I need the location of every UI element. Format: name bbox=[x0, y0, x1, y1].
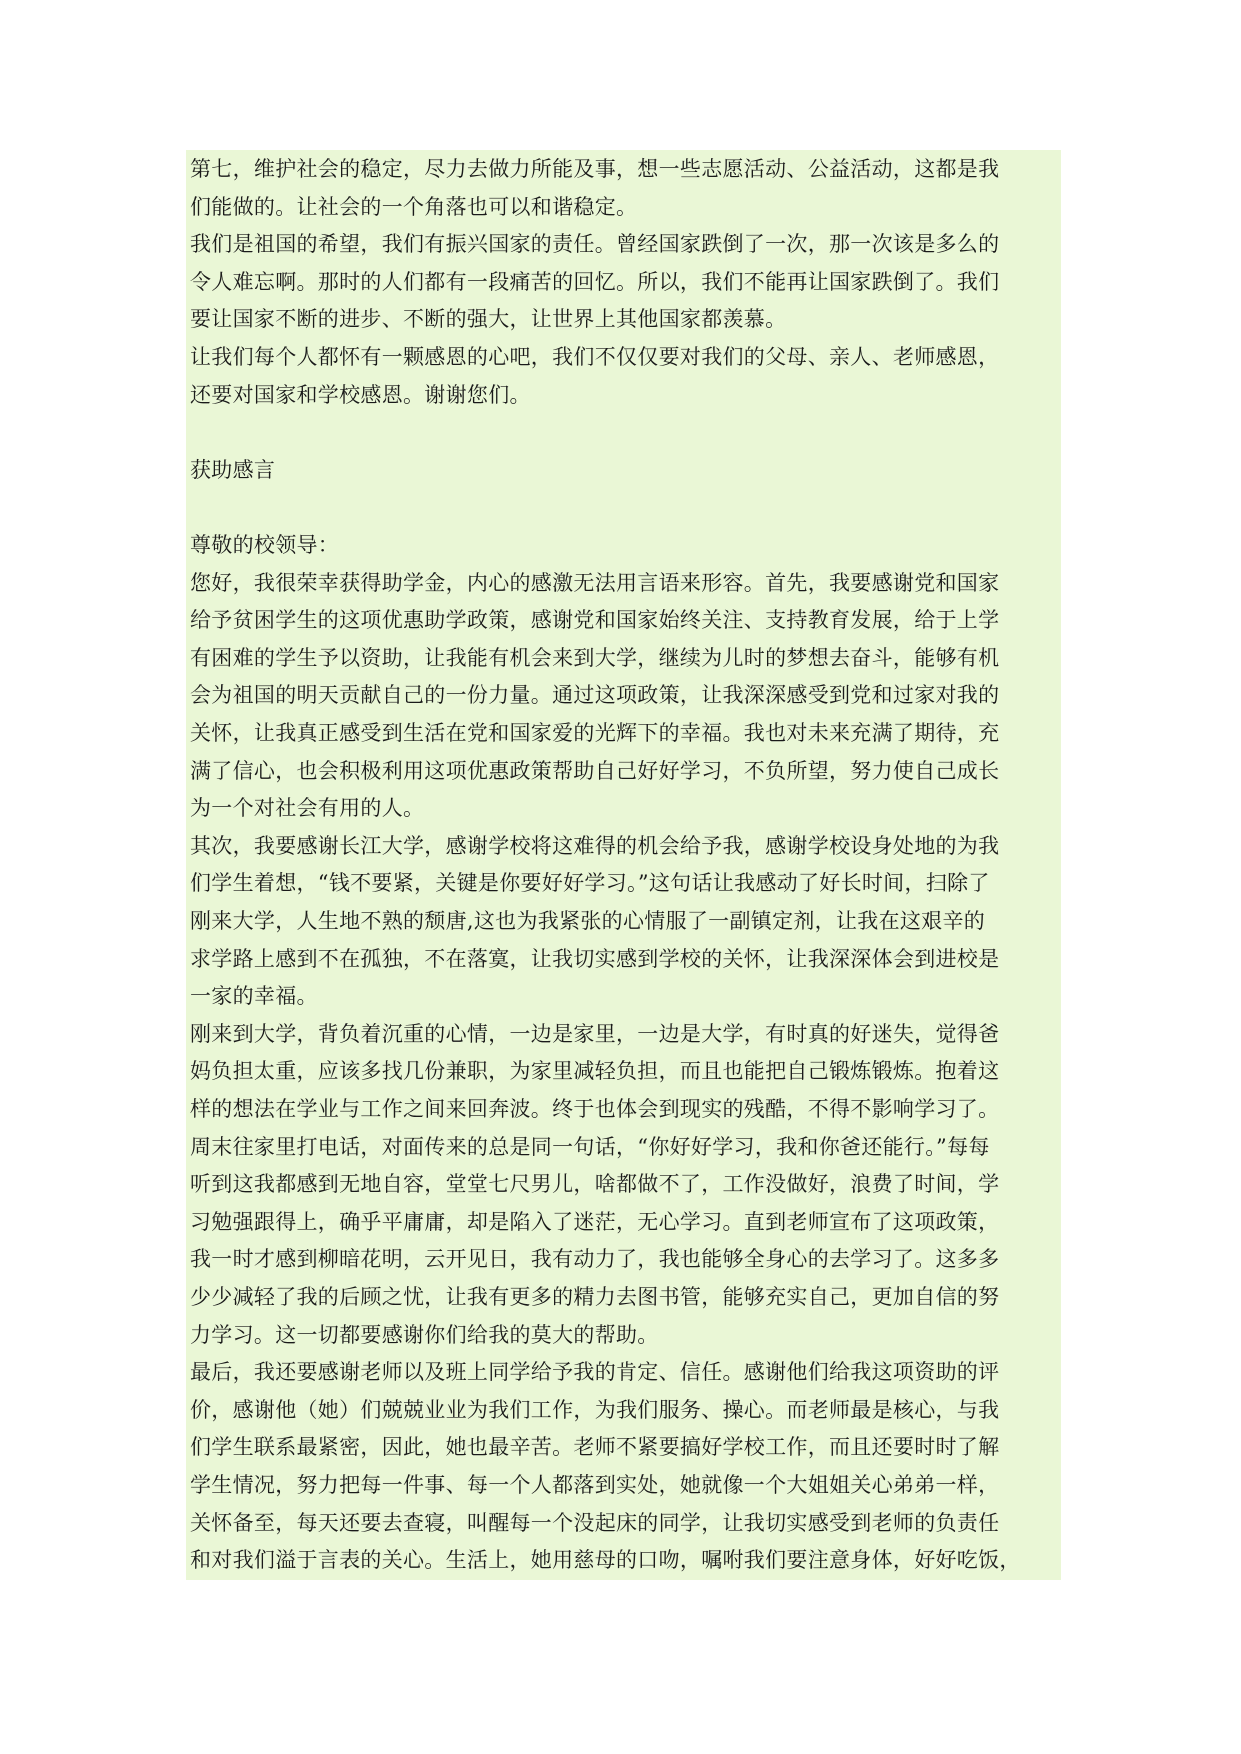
text-line: 为一个对社会有用的人。 bbox=[190, 796, 425, 821]
text-line: 学生情况，努力把每一件事、每一个人都落到实处，她就像一个大姐姐关心弟弟一样， bbox=[190, 1473, 1000, 1497]
text-line: 第七，维护社会的稳定，尽力去做力所能及事，想一些志愿活动、公益活动，这都是我 bbox=[190, 157, 1000, 181]
document-page bbox=[186, 150, 1061, 1580]
text-line: 要让国家不断的进步、不断的强大，让世界上其他国家都羡慕。 bbox=[190, 307, 787, 332]
text-line: 最后，我还要感谢老师以及班上同学给予我的肯定、信任。感谢他们给我这项资助的评 bbox=[190, 1360, 1000, 1385]
text-line: 样的想法在学业与工作之间来回奔波。终于也体会到现实的残酷，不得不影响学习了。 bbox=[190, 1097, 1000, 1121]
text-line: 少少减轻了我的后顾之忧，让我有更多的精力去图书管，能够充实自己，更加自信的努 bbox=[190, 1285, 1000, 1309]
text-line: 关怀，让我真正感受到生活在党和国家爱的光辉下的幸福。我也对未来充满了期待，充 bbox=[190, 721, 1000, 745]
text-line: 我一时才感到柳暗花明，云开见日，我有动力了，我也能够全身心的去学习了。这多多 bbox=[190, 1247, 1000, 1272]
text-line: 还要对国家和学校感恩。谢谢您们。 bbox=[190, 382, 531, 407]
text-line: 们学生联系最紧密，因此，她也最辛苦。老师不紧要搞好学校工作，而且还要时时了解 bbox=[190, 1435, 1000, 1460]
text-line: 有困难的学生予以资助，让我能有机会来到大学，继续为儿时的梦想去奋斗，能够有机 bbox=[190, 645, 1000, 670]
text-line: 习勉强跟得上，确乎平庸庸，却是陷入了迷茫，无心学习。直到老师宣布了这项政策， bbox=[190, 1209, 1000, 1234]
text-line: 周末往家里打电话，对面传来的总是同一句话，“你好好学习，我和你爸还能行。”每每 bbox=[190, 1134, 990, 1159]
text-line: 求学路上感到不在孤独，不在落寞，让我切实感到学校的关怀，让我深深体会到进校是 bbox=[190, 946, 1000, 971]
text-line: 您好，我很荣幸获得助学金，内心的感激无法用言语来形容。首先，我要感谢党和国家 bbox=[190, 570, 1000, 595]
text-line: 我们是祖国的希望，我们有振兴国家的责任。曾经国家跌倒了一次，那一次该是多么的 bbox=[190, 232, 1000, 257]
text-line: 力学习。这一切都要感谢你们给我的莫大的帮助。 bbox=[190, 1322, 659, 1347]
section-title: 获助感言 bbox=[190, 457, 276, 482]
text-line: 满了信心，也会积极利用这项优惠政策帮助自己好好学习，不负所望，努力使自己成长 bbox=[190, 758, 1000, 783]
text-line: 刚来大学，人生地不熟的颓唐,这也为我紧张的心情服了一副镇定剂，让我在这艰辛的 bbox=[190, 909, 986, 933]
text-line: 一家的幸福。 bbox=[190, 984, 318, 1009]
text-line: 听到这我都感到无地自容，堂堂七尺男儿，啥都做不了，工作没做好，浪费了时间，学 bbox=[190, 1172, 1000, 1197]
text-line: 给予贫困学生的这项优惠助学政策，感谢党和国家始终关注、支持教育发展，给于上学 bbox=[190, 608, 1000, 633]
text-line: 关怀备至，每天还要去查寝，叫醒每一个没起床的同学，让我切实感受到老师的负责任 bbox=[190, 1510, 1000, 1535]
text-line: 妈负担太重，应该多找几份兼职，为家里减轻负担，而且也能把自己锻炼锻炼。抱着这 bbox=[190, 1059, 1000, 1084]
text-line: 让我们每个人都怀有一颗感恩的心吧，我们不仅仅要对我们的父母、亲人、老师感恩， bbox=[190, 345, 1000, 369]
text-line: 和对我们溢于言表的关心。生活上，她用慈母的口吻，嘱咐我们要注意身体，好好吃饭， bbox=[190, 1548, 1021, 1573]
text-line: 价，感谢他（她）们兢兢业业为我们工作，为我们服务、操心。而老师最是核心，与我 bbox=[190, 1397, 1000, 1422]
text-line: 尊敬的校领导： bbox=[190, 533, 340, 557]
text-line: 们学生着想，“钱不要紧，关键是你要好好学习。”这句话让我感动了好长时间，扫除了 bbox=[190, 871, 990, 896]
text-line: 令人难忘啊。那时的人们都有一段痛苦的回忆。所以，我们不能再让国家跌倒了。我们 bbox=[190, 269, 1000, 294]
text-line: 刚来到大学，背负着沉重的心情，一边是家里，一边是大学，有时真的好迷失，觉得爸 bbox=[190, 1021, 1000, 1046]
text-line: 会为祖国的明天贡献自己的一份力量。通过这项政策，让我深深感受到党和过家对我的 bbox=[190, 683, 1000, 708]
text-line: 们能做的。让社会的一个角落也可以和谐稳定。 bbox=[190, 194, 638, 219]
text-line: 其次，我要感谢长江大学，感谢学校将这难得的机会给予我，感谢学校设身处地的为我 bbox=[190, 833, 1000, 858]
